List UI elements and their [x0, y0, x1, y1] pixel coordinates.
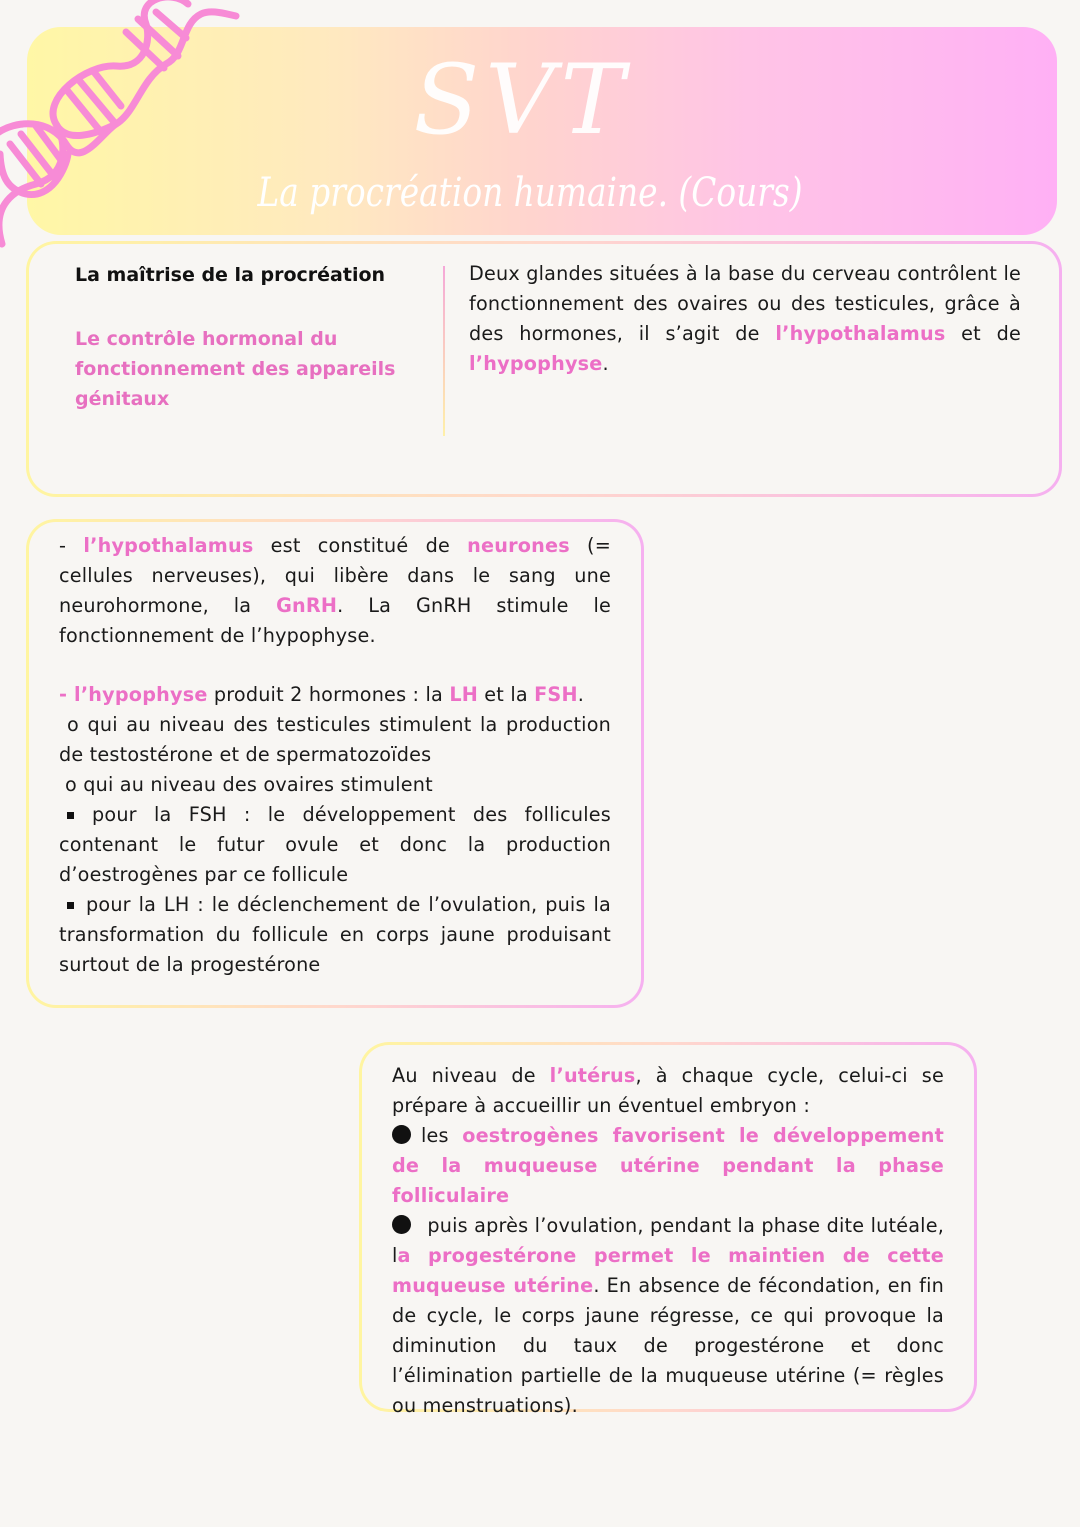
sub-item-testicules: o qui au niveau des testicules stimulent la production de testostérone et de spermatozoïdes [59, 713, 611, 766]
highlight-neurones: neurones [467, 534, 570, 557]
text: et de [945, 322, 1021, 345]
intro-paragraph [469, 259, 1021, 379]
item-lh [59, 890, 611, 980]
intro-card [26, 241, 1062, 497]
item-fsh [59, 800, 611, 890]
section-subheading: Le contrôle hormonal du fonctionnement des appareils génitaux [75, 328, 396, 410]
hypothalamus-paragraph [59, 531, 611, 651]
text: est constitué de [253, 534, 468, 557]
text: pour la LH : le déclenchement de l’ovulation, puis la transformation du follicule en corps jaune produisant surtout de la progestérone [59, 893, 611, 976]
text: (= cellules nerveuses), qui libère dans le sang une neurohormone, la [59, 534, 611, 617]
text: Au niveau de [392, 1064, 550, 1087]
uterus-card [359, 1042, 977, 1417]
highlight-uterus: l’utérus [549, 1064, 636, 1087]
dna-helix-icon [0, 0, 246, 249]
highlight-gnrh: GnRH [276, 594, 338, 617]
highlight-hypophyse: - l’hypophyse [59, 683, 208, 706]
text: puis après l’ovulation, pendant la phase dite lutéale, l [392, 1214, 944, 1267]
square-bullet-icon [67, 902, 74, 909]
uterus-intro [392, 1061, 944, 1121]
highlight-hypothalamus: l’hypothalamus [83, 534, 254, 557]
page-subtitle: La procréation humaine. (Cours) [257, 170, 803, 216]
hormones-card [26, 519, 644, 1008]
text: et la [478, 683, 535, 706]
round-bullet-icon [392, 1125, 411, 1144]
hypophyse-paragraph [59, 680, 611, 710]
highlight-hypothalamus: l’hypothalamus [775, 322, 946, 345]
divider [443, 266, 445, 436]
text: . [577, 683, 585, 706]
highlight-fsh: FSH [534, 683, 578, 706]
highlight-lh: LH [449, 683, 478, 706]
text: produit 2 hormones : la [207, 683, 450, 706]
text: . La GnRH stimule le fonctionnement de l’hypophyse. [59, 594, 611, 647]
text: les [421, 1124, 463, 1147]
sub-item-ovaires: o qui au niveau des ovaires stimulent [65, 773, 433, 796]
highlight-oestrogenes: oestrogènes favorisent le développement de la muqueuse utérine pendant la phase folliculaire [392, 1124, 944, 1207]
text: . [602, 352, 609, 375]
bullet-progesterone [392, 1211, 944, 1421]
square-bullet-icon [67, 812, 74, 819]
section-heading: La maîtrise de la procréation [75, 264, 386, 286]
text: Deux glandes situées à la base du cerveau contrôlent le fonctionnement des ovaires ou des testicules, grâce à des hormones, il s’agit de [469, 262, 1021, 345]
round-bullet-icon [392, 1215, 411, 1234]
highlight-progesterone: a progestérone permet le maintien de cette muqueuse utérine [392, 1244, 944, 1297]
text: - [59, 534, 84, 557]
text: pour la FSH : le développement des follicules contenant le futur ovule et donc la production d’oestrogènes par ce follicule [59, 803, 611, 886]
highlight-hypophyse: l’hypophyse [469, 352, 603, 375]
bullet-oestrogenes [392, 1121, 944, 1211]
page-title: SVT [413, 44, 631, 156]
text: , à chaque cycle, celui-ci se prépare à accueillir un éventuel embryon : [392, 1064, 944, 1117]
text: . En absence de fécondation, en fin de cycle, le corps jaune régresse, ce qui provoque la diminution du taux de progestérone et donc l’élimination partielle de la muqueuse utérine (= règles ou menstruations). [392, 1274, 945, 1417]
